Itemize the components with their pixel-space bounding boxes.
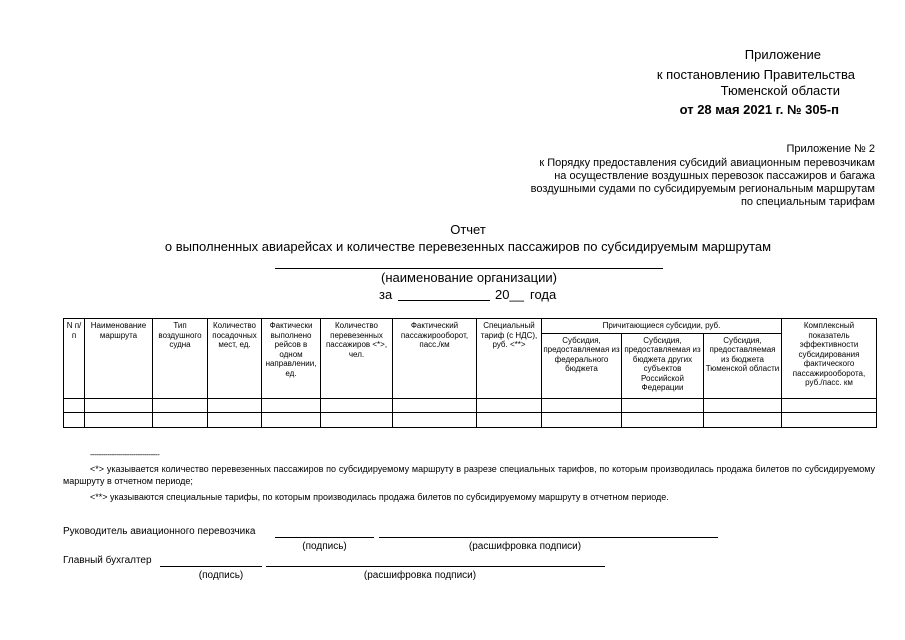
head-decode-caption: (расшифровка подписи) <box>468 541 582 552</box>
head-decode-line <box>379 537 718 538</box>
org-name-caption: (наименование организации) <box>381 270 557 285</box>
col-header-subsidies: Причитающиеся субсидии, руб. <box>542 319 782 334</box>
appendix-line-3: воздушными судами по субсидируемым региональным маршрутам <box>530 183 875 195</box>
head-label: Руководитель авиационного перевозчика <box>63 526 256 537</box>
period-blank-line <box>398 300 490 301</box>
accountant-signature-line <box>160 566 262 567</box>
period-prefix: за <box>379 287 393 302</box>
footnote-2: <**> указываются специальные тарифы, по которым производилась продажа билетов по субсидируемому маршруту в отчетном периоде. <box>90 492 669 502</box>
col-header-route: Наименование маршрута <box>85 319 153 399</box>
header-date: от 28 мая 2021 г. № 305-п <box>679 102 839 117</box>
period-suffix: года <box>530 287 557 302</box>
col-header-flights: Фактически выполнено рейсов в одном направлении, ед. <box>262 319 321 399</box>
table-row <box>64 398 877 412</box>
appendix-line-2: на осуществление воздушных перевозок пассажиров и багажа <box>554 170 875 182</box>
header-line-3: Тюменской области <box>720 83 840 98</box>
report-title: Отчет <box>450 222 486 237</box>
col-header-sub-federal: Субсидия, предоставляемая из федерального бюджета <box>542 333 622 398</box>
period-year: 20__ <box>495 287 524 302</box>
appendix-line-1: к Порядку предоставления субсидий авиационным перевозчикам <box>539 157 875 169</box>
notes-separator: -------------------------------- <box>90 450 160 459</box>
appendix-line-4: по специальным тарифам <box>740 196 875 208</box>
col-header-seats: Количество посадочных мест, ед. <box>208 319 262 399</box>
col-header-tariff: Специальный тариф (с НДС), руб. <**> <box>477 319 542 399</box>
col-header-efficiency: Комплексный показатель эффективности субсидирования фактического пассажирооборота, руб./пасс. км <box>782 319 877 399</box>
col-header-passengers: Количество перевезенных пассажиров <*>, чел. <box>321 319 393 399</box>
head-signature-line <box>275 537 374 538</box>
table-row <box>64 412 877 427</box>
col-header-sub-other: Субсидия, предоставляемая из бюджета других субъектов Российской Федерации <box>622 333 704 398</box>
header-line-2: к постановлению Правительства <box>656 67 855 82</box>
col-header-aircraft: Тип воздушного судна <box>153 319 208 399</box>
report-subtitle: о выполненных авиарейсах и количестве перевезенных пассажиров по субсидируемым маршрутам <box>164 239 772 254</box>
head-signature-caption: (подпись) <box>302 541 347 552</box>
header-line-1: Приложение <box>744 47 821 62</box>
col-header-num: N п/п <box>64 319 85 399</box>
accountant-decode-caption: (расшифровка подписи) <box>363 570 477 581</box>
accountant-label: Главный бухгалтер <box>63 555 152 566</box>
org-name-line <box>275 268 663 269</box>
accountant-decode-line <box>266 566 605 567</box>
col-header-turnover: Фактический пассажирооборот, пасс./км <box>393 319 477 399</box>
report-table <box>63 318 877 428</box>
accountant-signature-caption: (подпись) <box>198 570 244 581</box>
appendix-title: Приложение № 2 <box>786 143 875 155</box>
col-header-sub-tyumen: Субсидия, предоставляемая из бюджета Тюменской области <box>704 333 782 398</box>
footnote-1: <*> указывается количество перевезенных пассажиров по субсидируемому маршруту в разрезе специальных тарифов, по которым производилась продажа билетов по субсидируемому маршруту в отчетном периоде; <box>63 464 875 486</box>
